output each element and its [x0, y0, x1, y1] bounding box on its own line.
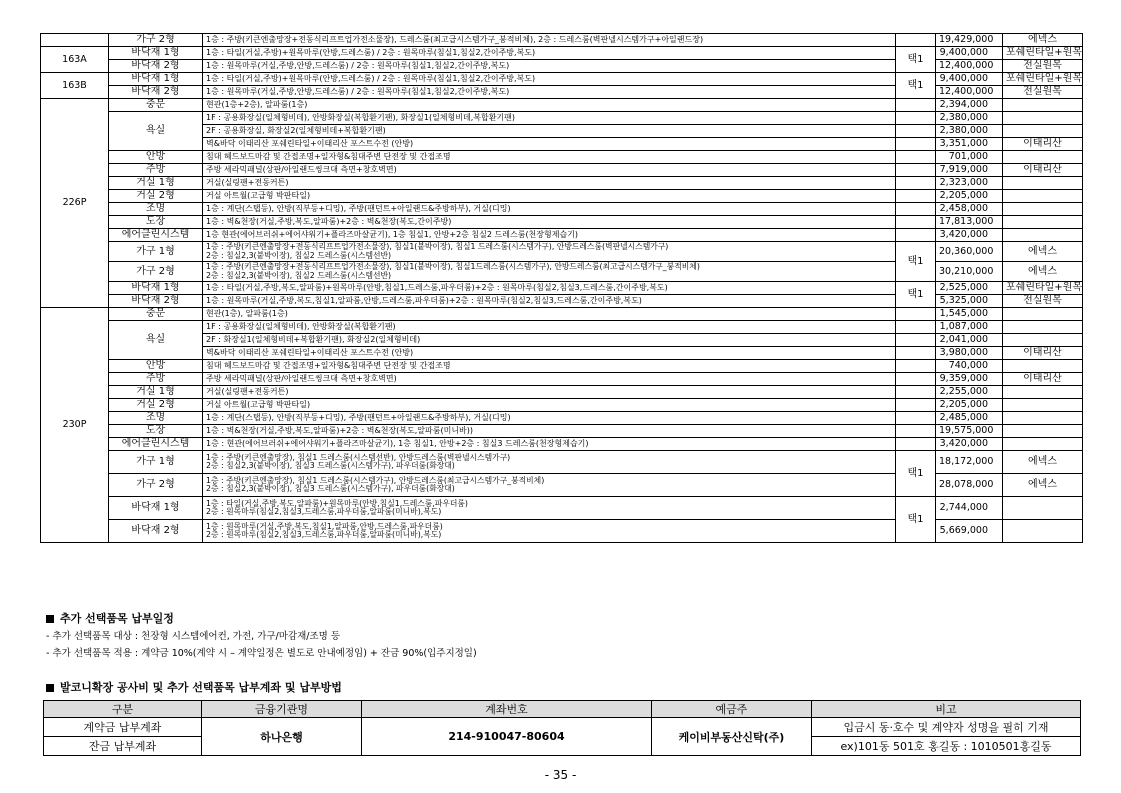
option-category-cell: 안방: [109, 360, 203, 373]
option-description-cell: 1층 : 벽&천장(거실,주방,복도,알파룸)+2층 : 벽&천장(복도,간이주방): [203, 216, 896, 229]
table-row: [41, 73, 1083, 86]
option-description-cell: 1F : 공용화장실(일체형비데), 안방화장실(복합환기팬), 화장실1(일체형비데,복합환기팬): [203, 112, 896, 125]
maker-note-cell: 에넥스: [1003, 242, 1083, 262]
choose-one-cell: [896, 386, 936, 399]
option-category-cell: 거실 1형: [109, 386, 203, 399]
maker-note-cell: [1003, 497, 1083, 520]
option-price-cell: 9,400,000: [936, 47, 1003, 60]
unit-type-cell: 226P: [41, 99, 109, 308]
option-category-cell: 조명: [109, 412, 203, 425]
maker-note-cell: [1003, 190, 1083, 203]
option-description-cell: 침대 헤드보드마감 및 간접조명+일자형&침대주변 단전장 및 간접조명: [203, 360, 896, 373]
option-price-cell: 17,813,000: [936, 216, 1003, 229]
choose-one-cell: [896, 177, 936, 190]
choose-one-cell: [896, 229, 936, 242]
option-category-cell: 거실 2형: [109, 399, 203, 412]
choose-one-cell: [896, 138, 936, 151]
option-category-cell: 에어클린시스템: [109, 229, 203, 242]
choose-one-cell: [896, 164, 936, 177]
option-category-cell: 바닥재 1형: [109, 282, 203, 295]
option-category-cell: 가구 1형: [109, 451, 203, 474]
deposit-account-label: 계약금 납부계좌: [44, 718, 202, 737]
table-row: [41, 112, 1083, 125]
maker-note-cell: [1003, 438, 1083, 451]
option-description-cell: 1층 : 원목마루(거실,주방,안방,드레스룸) / 2층 : 원목마루(침실1,침실2,간이주방,복도): [203, 60, 896, 73]
option-description-cell: 1층 : 타일(거실,주방)+원목마루(안방,드레스룸) / 2층 : 원목마루(침실1,침실2,간이주방,복도): [203, 47, 896, 60]
option-category-cell: 도장: [109, 216, 203, 229]
choose-one-cell: [896, 373, 936, 386]
choose-one-cell: 택1: [896, 242, 936, 282]
choose-one-cell: 택1: [896, 47, 936, 73]
option-price-cell: 1,545,000: [936, 308, 1003, 321]
table-row: [41, 203, 1083, 216]
option-price-cell: 2,323,000: [936, 177, 1003, 190]
maker-note-cell: 전실원목: [1003, 86, 1083, 99]
header-holder: 예금주: [652, 701, 812, 718]
option-description-cell: 1층 : 원목마루(거실,주방,복도,침실1,알파룸,안방,드레스룸,파우더룸) 2층 : 원목마루(침실2,침실3,드레스룸,파우더룸,알파룸(미니바),복도): [203, 520, 896, 543]
option-price-cell: 18,172,000: [936, 451, 1003, 474]
option-description-cell: 1층 : 계단(스탭등), 안방(직부등+디밍), 주방(팬던트+아일랜드&주방하부), 거실(디밍): [203, 203, 896, 216]
choose-one-cell: [896, 112, 936, 125]
option-price-cell: 2,380,000: [936, 125, 1003, 138]
option-description-cell: 1층 : 벽&천장(거실,주방,복도,알파룸)+2층 : 벽&천장(복도,알파룸(미니바)): [203, 425, 896, 438]
choose-one-cell: [896, 425, 936, 438]
maker-note-cell: [1003, 308, 1083, 321]
option-description-cell: 2F : 공용화장실, 화장실2(일체형비데+복합환기팬): [203, 125, 896, 138]
option-price-cell: 12,400,000: [936, 60, 1003, 73]
maker-note-cell: [1003, 412, 1083, 425]
option-category-cell: 거실 2형: [109, 190, 203, 203]
choose-one-cell: 택1: [896, 497, 936, 543]
option-description-cell: 1층 : 타일(거실,주방,복도,알파룸)+원목마루(안방,침실1,드레스룸,파우더룸) 2층 : 원목마루(침실2,침실3,드레스룸,파우더룸,알파룸(미니바),복도): [203, 497, 896, 520]
maker-note-cell: 이태리산: [1003, 138, 1083, 151]
table-row: [41, 497, 1083, 520]
maker-note-cell: [1003, 229, 1083, 242]
option-category-cell: 바닥재 1형: [109, 497, 203, 520]
account-holder: 케이비부동산신탁(주): [652, 718, 812, 756]
unit-type-cell: [41, 34, 109, 47]
maker-note-cell: [1003, 216, 1083, 229]
option-category-cell: 중문: [109, 99, 203, 112]
maker-note-cell: [1003, 520, 1083, 543]
note-line-1: 입금시 동·호수 및 계약자 성명을 필히 기재: [812, 718, 1081, 737]
choose-one-cell: [896, 334, 936, 347]
option-description-cell: 거실 아트월(고급형 박판타일): [203, 190, 896, 203]
option-price-cell: 20,360,000: [936, 242, 1003, 262]
option-category-cell: 안방: [109, 151, 203, 164]
choose-one-cell: 택1: [896, 73, 936, 99]
option-description-cell: 벽&바닥 이태리산 포쉐린타일+이태리산 포스트수전 (안방): [203, 138, 896, 151]
option-category-cell: 에어클린시스템: [109, 438, 203, 451]
option-price-cell: 7,919,000: [936, 164, 1003, 177]
option-description-cell: 1층 : 주방(키큰엔출망장+전동식리프트업가전소물장), 드레스룸(최고급시스템가구_붕적비체), 2층 : 드레스룸(벽판넬시스템가구+아일랜드장): [203, 34, 896, 47]
choose-one-cell: [896, 438, 936, 451]
maker-note-cell: [1003, 399, 1083, 412]
choose-one-cell: [896, 99, 936, 112]
header-category: 구분: [44, 701, 202, 718]
choose-one-cell: [896, 347, 936, 360]
option-description-cell: 현관(1층), 알파룸(1층): [203, 308, 896, 321]
table-row: [41, 177, 1083, 190]
option-description-cell: 벽&바닥 이태리산 포쉐린타일+이태리산 포스트수전 (안방): [203, 347, 896, 360]
choose-one-cell: 택1: [896, 282, 936, 308]
maker-note-cell: 에넥스: [1003, 451, 1083, 474]
choose-one-cell: [896, 34, 936, 47]
square-bullet-icon: [46, 615, 54, 623]
option-category-cell: 욕실: [109, 112, 203, 151]
option-price-cell: 9,359,000: [936, 373, 1003, 386]
option-description-cell: 1층 현관(에어브러쉬+에어샤워기+플라즈마살균기), 1층 침실1, 안방+2층 침실2 드레스룸(천장형제습기): [203, 229, 896, 242]
option-price-cell: 2,041,000: [936, 334, 1003, 347]
option-description-cell: 1층 : 타일(거실,주방)+원목마루(안방,드레스룸) / 2층 : 원목마루(침실1,침실2,간이주방,복도): [203, 73, 896, 86]
maker-note-cell: [1003, 151, 1083, 164]
header-note: 비고: [812, 701, 1081, 718]
header-account-number: 계좌번호: [362, 701, 652, 718]
choose-one-cell: [896, 151, 936, 164]
table-row: [41, 425, 1083, 438]
table-row: [41, 412, 1083, 425]
option-price-cell: 9,400,000: [936, 73, 1003, 86]
table-row: [41, 399, 1083, 412]
note-line-2: ex)101동 501호 홍길동 : 1010501홍길동: [812, 737, 1081, 756]
option-price-cell: 3,420,000: [936, 438, 1003, 451]
table-row: [41, 451, 1083, 474]
maker-note-cell: 포쉐린타일+원목: [1003, 47, 1083, 60]
option-price-cell: 2,744,000: [936, 497, 1003, 520]
option-price-cell: 2,485,000: [936, 412, 1003, 425]
account-number: 214-910047-80604: [362, 718, 652, 756]
table-row: [41, 438, 1083, 451]
option-category-cell: 거실 1형: [109, 177, 203, 190]
maker-note-cell: 에넥스: [1003, 474, 1083, 497]
option-price-cell: 19,429,000: [936, 34, 1003, 47]
option-price-cell: 28,078,000: [936, 474, 1003, 497]
option-price-cell: 2,205,000: [936, 399, 1003, 412]
square-bullet-icon: [46, 684, 54, 692]
table-row: [41, 190, 1083, 203]
table-row: [41, 360, 1083, 373]
page-number: - 35 -: [544, 768, 577, 782]
maker-note-cell: [1003, 99, 1083, 112]
schedule-heading: 추가 선택품목 납부일정: [46, 610, 174, 626]
maker-note-cell: [1003, 386, 1083, 399]
choose-one-cell: [896, 125, 936, 138]
option-description-cell: 1층 : 현관(에어브러쉬+에어샤워기+플라즈마살균기), 1층 침실1, 안방+2층 : 침실3 드레스룸(천장형제습기): [203, 438, 896, 451]
option-description-cell: 1층 : 주방(키큰엔출망장), 침실1 드레스룸(시스템가구), 안방드레스룸(최고급시스템가구_붕적비체) 2층 : 침실2,3(붙박이장), 침실3 드레스룸(시스템가구), 파우더룸(화장대): [203, 474, 896, 497]
option-description-cell: 1층 : 원목마루(거실,주방,복도,침실1,알파룸,안방,드레스룸,파우더룸)+2층 : 원목마루(침실2,침실3,드레스룸,간이주방,복도): [203, 295, 896, 308]
maker-note-cell: 포쉐린타일+원목: [1003, 282, 1083, 295]
maker-note-cell: 에넥스: [1003, 34, 1083, 47]
choose-one-cell: [896, 399, 936, 412]
option-description-cell: 1F : 공용화장실(일체형비데), 안방화장실(복합환기팬): [203, 321, 896, 334]
choose-one-cell: [896, 360, 936, 373]
option-price-cell: 2,394,000: [936, 99, 1003, 112]
maker-note-cell: 전실원목: [1003, 60, 1083, 73]
option-description-cell: 주방 세라믹패널(상판/아일랜드씽크대 측면+창호벽면): [203, 164, 896, 177]
option-price-cell: 2,458,000: [936, 203, 1003, 216]
option-description-cell: 1층 : 계단(스탭등), 안방(직부등+디밍), 주방(팬던트+아일랜드&주방하부), 거실(디밍): [203, 412, 896, 425]
maker-note-cell: 이태리산: [1003, 347, 1083, 360]
bank-name: 하나은행: [202, 718, 362, 756]
choose-one-cell: 택1: [896, 451, 936, 497]
choose-one-cell: [896, 321, 936, 334]
option-price-table: [40, 33, 1083, 543]
option-price-cell: 3,420,000: [936, 229, 1003, 242]
option-category-cell: 바닥재 2형: [109, 295, 203, 308]
option-category-cell: 가구 2형: [109, 262, 203, 282]
maker-note-cell: [1003, 125, 1083, 138]
option-description-cell: 거실(실링팬+전동커튼): [203, 177, 896, 190]
option-price-cell: 2,205,000: [936, 190, 1003, 203]
option-price-cell: 701,000: [936, 151, 1003, 164]
table-row: [41, 164, 1083, 177]
option-price-cell: 3,351,000: [936, 138, 1003, 151]
account-header-row: [44, 701, 1081, 718]
option-category-cell: 중문: [109, 308, 203, 321]
option-price-cell: 5,325,000: [936, 295, 1003, 308]
choose-one-cell: [896, 216, 936, 229]
option-price-cell: 30,210,000: [936, 262, 1003, 282]
table-row: [41, 386, 1083, 399]
table-row: [41, 373, 1083, 386]
header-bank: 금융기관명: [202, 701, 362, 718]
table-row: [41, 34, 1083, 47]
option-category-cell: 가구 2형: [109, 474, 203, 497]
option-category-cell: 욕실: [109, 321, 203, 360]
choose-one-cell: [896, 412, 936, 425]
option-description-cell: 거실 아트월(고급형 박판타일): [203, 399, 896, 412]
maker-note-cell: [1003, 360, 1083, 373]
maker-note-cell: 포쉐린타일+원목: [1003, 73, 1083, 86]
option-description-cell: 침대 헤드보드마감 및 간접조명+일자형&침대주변 단전장 및 간접조명: [203, 151, 896, 164]
table-row: [41, 308, 1083, 321]
option-description-cell: 거실(실링팬+전동커튼): [203, 386, 896, 399]
option-description-cell: 1층 : 원목마루(거실,주방,안방,드레스룸) / 2층 : 원목마루(침실1,침실2,간이주방,복도): [203, 86, 896, 99]
choose-one-cell: [896, 308, 936, 321]
option-category-cell: 바닥재 2형: [109, 520, 203, 543]
balance-account-label: 잔금 납부계좌: [44, 737, 202, 756]
table-row: [41, 229, 1083, 242]
unit-type-cell: 163A: [41, 47, 109, 73]
option-price-cell: 19,575,000: [936, 425, 1003, 438]
table-row: [41, 47, 1083, 60]
option-description-cell: 2F : 화장실1(일체형비데+복합환기팬), 화장실2(일체형비데): [203, 334, 896, 347]
account-heading: 발코니확장 공사비 및 추가 선택품목 납부계좌 및 납부방법: [46, 679, 342, 695]
unit-type-cell: 230P: [41, 308, 109, 543]
option-description-cell: 1층 : 주방(키큰엔출망장), 침실1 드레스룸(시스템선반), 안방드레스룸(벽판넬시스템가구) 2층 : 침실2,3(붙박이장), 침실3 드레스룸(시스템가구), 파우더룸(화장대): [203, 451, 896, 474]
option-price-cell: 2,255,000: [936, 386, 1003, 399]
maker-note-cell: 에넥스: [1003, 262, 1083, 282]
maker-note-cell: [1003, 177, 1083, 190]
maker-note-cell: 이태리산: [1003, 164, 1083, 177]
maker-note-cell: [1003, 321, 1083, 334]
table-row: [41, 282, 1083, 295]
maker-note-cell: [1003, 425, 1083, 438]
option-price-cell: 740,000: [936, 360, 1003, 373]
table-row: [41, 216, 1083, 229]
option-price-cell: 1,087,000: [936, 321, 1003, 334]
maker-note-cell: 전실원목: [1003, 295, 1083, 308]
table-row: [41, 321, 1083, 334]
option-price-cell: 2,525,000: [936, 282, 1003, 295]
table-row: [41, 99, 1083, 112]
option-category-cell: 바닥재 2형: [109, 60, 203, 73]
option-category-cell: 가구 1형: [109, 242, 203, 262]
option-category-cell: 바닥재 1형: [109, 47, 203, 60]
option-category-cell: 주방: [109, 373, 203, 386]
option-category-cell: 바닥재 1형: [109, 73, 203, 86]
option-category-cell: 주방: [109, 164, 203, 177]
account-table: [43, 700, 1081, 756]
maker-note-cell: [1003, 334, 1083, 347]
schedule-line-apply: - 추가 선택품목 적용 : 계약금 10%(계약 시 – 계약일정은 별도로 안내예정임) + 잔금 90%(입주지정일): [46, 648, 477, 659]
option-price-cell: 3,980,000: [936, 347, 1003, 360]
option-category-cell: 조명: [109, 203, 203, 216]
option-price-cell: 12,400,000: [936, 86, 1003, 99]
option-category-cell: 도장: [109, 425, 203, 438]
option-price-cell: 5,669,000: [936, 520, 1003, 543]
option-description-cell: 1층 : 주방(키큰엔출망장+전동식리프트업가전소물장), 침실1(붙박이장), 침실1 드레스룸(시스템가구), 안방드레스룸(벽판넬시스템가구) 2층 : 침실2,3(붙박이장), 침실2 드레스룸(시스템선반): [203, 242, 896, 262]
option-category-cell: 바닥재 2형: [109, 86, 203, 99]
maker-note-cell: [1003, 112, 1083, 125]
option-description-cell: 1층 : 주방(키큰엔출망장+전동식리프트업가전소물장), 침실1(붙박이장), 침실1드레스룸(시스템가구), 안방드레스룸(최고급시스템가구_붕적비체) 2층 : 침실2,3(붙박이장), 침실2 드레스룸(시스템선반): [203, 262, 896, 282]
option-description-cell: 현관(1층+2층), 알파룸(1층): [203, 99, 896, 112]
option-category-cell: 가구 2형: [109, 34, 203, 47]
maker-note-cell: 이태리산: [1003, 373, 1083, 386]
choose-one-cell: [896, 203, 936, 216]
option-description-cell: 1층 : 타일(거실,주방,복도,알파룸)+원목마루(안방,침실1,드레스룸,파우더룸)+2층 : 원목마루(침실2,침실3,드레스룸,간이주방,복도): [203, 282, 896, 295]
option-description-cell: 주방 세라믹패널(상판/아일랜드씽크대 측면+창호벽면): [203, 373, 896, 386]
option-price-cell: 2,380,000: [936, 112, 1003, 125]
schedule-line-target: - 추가 선택품목 대상 : 천장형 시스템에어컨, 가전, 가구/마감재/조명 등: [46, 631, 341, 642]
account-row-deposit: [44, 718, 1081, 737]
table-row: [41, 151, 1083, 164]
unit-type-cell: 163B: [41, 73, 109, 99]
maker-note-cell: [1003, 203, 1083, 216]
choose-one-cell: [896, 190, 936, 203]
table-row: [41, 242, 1083, 262]
